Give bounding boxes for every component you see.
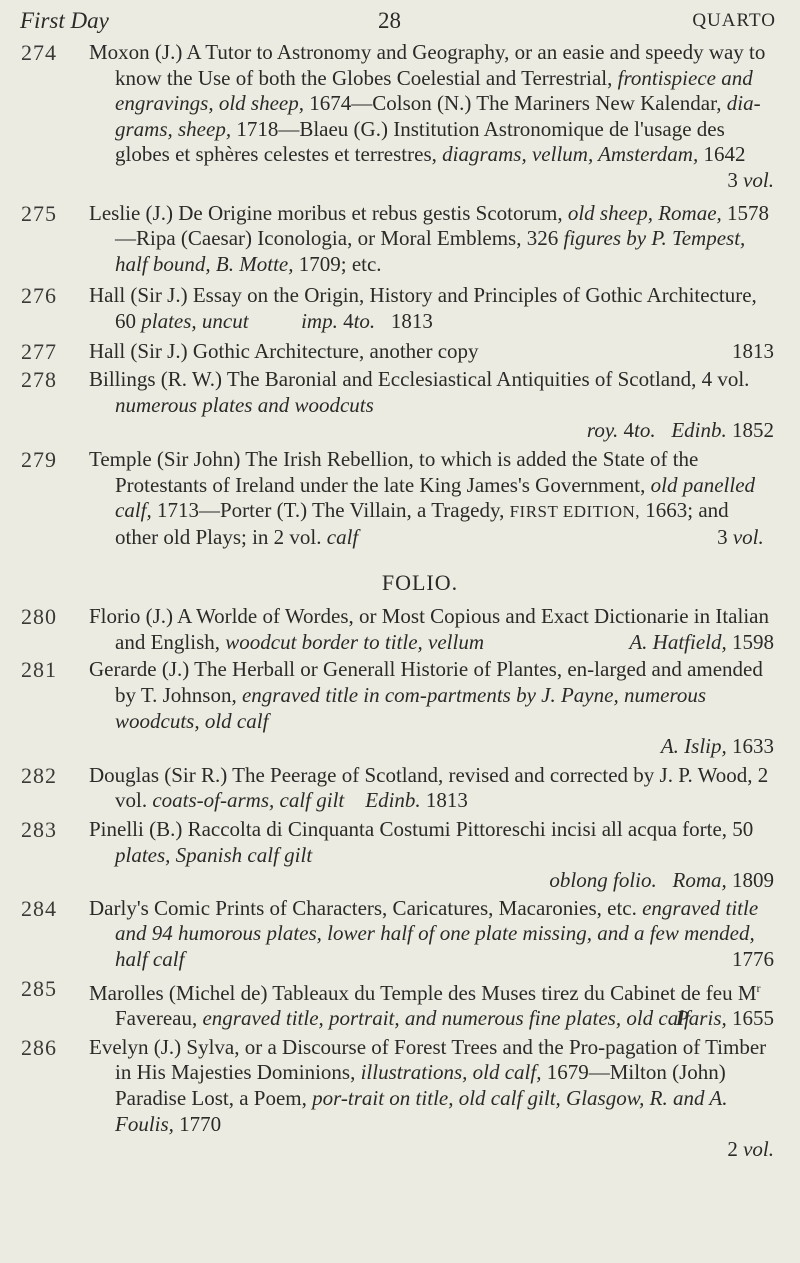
section-heading-folio: FOLIO. [381,570,459,596]
lot-description: Hall (Sir J.) Gothic Architecture, another copy 1813 [89,338,774,363]
lot-entry [0,1035,800,1163]
lot-description: Pinelli (B.) Raccolta di Cinquanta Costumi Pittoreschi incisi all acqua forte, 50 plates, Spanish calf gilt oblong folio. Roma, 1809 [89,817,774,893]
lot-description: Billings (R. W.) The Baronial and Ecclesiastical Antiquities of Scotland, 4 vol. numerous plates and woodcuts roy. 4to. Edinb. 1852 [89,367,774,443]
lot-number: 276 [21,283,57,309]
lot-imprint: roy. 4to. Edinb. 1852 [586,418,774,443]
lot-number: 284 [21,895,57,921]
lot-description: Hall (Sir J.) Essay on the Origin, History and Principles of Gothic Architecture, 60 plates, uncut imp. 4to. 1813 [89,283,757,333]
lot-number: 282 [21,762,57,788]
page-header [20,8,776,42]
lot-imprint: A. Islip, 1633 [660,734,774,759]
lot-imprint: 2 vol. [727,1137,774,1162]
lot-number: 277 [21,338,57,364]
running-head-right: QUARTO [692,10,776,31]
lot-entry [0,447,800,550]
lot-entry [0,40,800,194]
lot-entry [0,339,800,365]
running-head-left: First Day [20,8,109,33]
lot-entry [0,763,800,814]
page-number: 28 [378,8,401,33]
lot-entry [0,976,800,1032]
lot-description: Leslie (J.) De Origine moribus et rebus gestis Scotorum, old sheep, Romae, 1578—Ripa (Caesar) Iconologia, or Moral Emblems, 326 figures by P. Tempest, half bound, B. Motte, 1709; etc. [89,200,770,276]
lot-entry [0,657,800,759]
lot-description: Marolles (Michel de) Tableaux du Temple des Muses tirez du Cabinet de feu $M^r$ Favereau, engraved title, portrait, and numerous fine plates, old calf Paris, 1655 [89,980,774,1031]
lot-number: 286 [21,1034,57,1060]
lot-entry [0,283,800,334]
lot-entry [0,817,800,894]
lot-entry [0,367,800,444]
lot-entry [0,604,800,655]
lot-number: 285 [21,975,57,1001]
lot-number: 283 [21,817,57,843]
lot-description: Douglas (Sir R.) The Peerage of Scotland, revised and corrected by J. P. Wood, 2 vol. coats-of-arms, calf gilt Edinb. 1813 [89,762,769,813]
lot-number: 278 [21,367,57,393]
lot-description: Florio (J.) A Worlde of Wordes, or Most Copious and Exact Dictionarie in Italian and English, woodcut border to title, vellum A. Hatfield, 1598 [89,604,774,654]
lot-description: Darly's Comic Prints of Characters, Caricatures, Macaronies, etc. engraved title and 94 humorous plates, lower half of one plate missing, and a few mended, half calf 1776 [89,895,774,971]
lot-number: 280 [21,604,57,630]
lot-description: Moxon (J.) A Tutor to Astronomy and Geography, or an easie and speedy way to know the Use of both the Globes Coelestial and Terrestrial, frontispiece and engravings, old sheep, 1674—Colson (N.) The Mariners New Kalendar, dia-grams, sheep, 1718—Blaeu (G.) Institution Astronomique de l'usage des globes et sphères celestes et terrestres, diagrams, vellum, Amsterdam, 1642 3 vol. [89,40,774,192]
lot-number: 275 [21,200,57,226]
lot-list [0,40,800,1163]
lot-number: 279 [21,446,57,472]
lot-description: Temple (Sir John) The Irish Rebellion, to which is added the State of the Protestants of Ireland under the late King James's Government, old panelled calf, 1713—Porter (T.) The Villain, a Tragedy, FIRST EDITION, 1663; and other old Plays; in 2 vol. calf 3 vol. [89,446,764,549]
lot-imprint: oblong folio. Roma, 1809 [549,868,774,893]
lot-entry [0,201,800,278]
lot-number: 281 [21,657,57,683]
lot-number: 274 [21,40,57,65]
lot-description: Evelyn (J.) Sylva, or a Discourse of Forest Trees and the Pro-pagation of Timber in His Majesties Dominions, illustrations, old calf, 1679—Milton (John) Paradise Lost, a Poem, por-trait on title, old calf gilt, Glasgow, R. and A. Foulis, 1770 2 vol. [89,1034,774,1162]
lot-imprint: 3 vol. [727,167,774,192]
lot-entry [0,896,800,973]
lot-description: Gerarde (J.) The Herball or Generall Historie of Plantes, en-larged and amended by T. Johnson, engraved title in com-partments by J. Payne, numerous woodcuts, old calf A. Islip, 1633 [89,657,774,759]
